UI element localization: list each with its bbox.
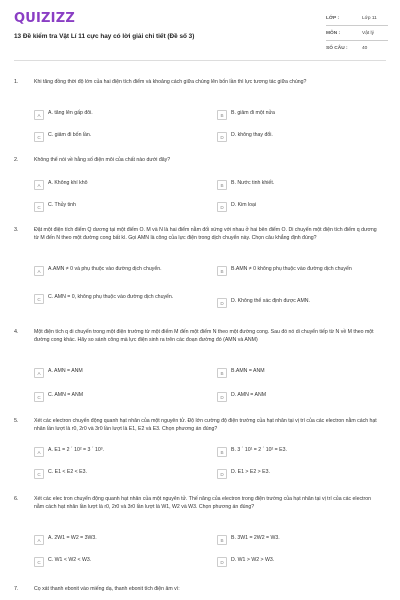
option-letter-box: D — [217, 557, 227, 567]
option-text: D. Không thể xác định được AMN. — [231, 298, 310, 304]
option-text: D. không thay đổi. — [231, 132, 273, 138]
option-text: D. Kim loại — [231, 202, 257, 208]
option-letter-box: A — [34, 180, 44, 190]
question-number: 4. — [14, 329, 19, 335]
option-a[interactable] — [34, 109, 174, 121]
option-text: B. giảm đi một nửa — [231, 110, 275, 116]
option-b[interactable] — [217, 265, 357, 285]
option-letter-box: D — [217, 392, 227, 402]
option-d[interactable] — [217, 201, 357, 213]
info-label: LỚP : — [326, 16, 340, 21]
option-d[interactable] — [217, 131, 357, 143]
option-c[interactable] — [34, 293, 174, 313]
option-text: B. 3W1 = 2W2 = W3. — [231, 535, 280, 541]
option-letter-box: C — [34, 294, 44, 304]
question-text: Khi tăng đồng thời độ lớn của hai điện tích điểm và khoảng cách giữa chúng lên bốn lần thì lực tương tác giữa chúng? — [34, 79, 307, 85]
question-number: 7. — [14, 586, 19, 592]
option-text: C. AMN = ANM — [48, 392, 84, 398]
option-letter-box: C — [34, 557, 44, 567]
option-letter-box: A — [34, 368, 44, 378]
option-b[interactable] — [217, 179, 357, 191]
option-letter-box: C — [34, 392, 44, 402]
question-number: 6. — [14, 496, 19, 502]
divider — [326, 40, 388, 41]
option-text: A. Không khí khô — [48, 180, 88, 186]
divider — [14, 60, 386, 61]
option-b[interactable] — [217, 534, 357, 546]
option-d[interactable] — [217, 297, 357, 309]
option-letter-box: B — [217, 180, 227, 190]
option-text: C. E1 < E2 < E3. — [48, 469, 87, 475]
option-text: A. tăng lên gấp đôi. — [48, 110, 93, 116]
question-number: 1. — [14, 79, 19, 85]
question-text: Đặt một điện tích điểm Q dương tại một điểm O. M và N là hai điểm nằm đối xứng với nhau ở hai bên điểm O. Di chuyển một điện tích điểm q dương từ M đến N theo một đường cong bất kì. Gọi AMN là công của lực điện trong dịch chuyển này. Chọn câu khẳng định đúng? — [34, 227, 377, 241]
option-d[interactable] — [217, 556, 357, 568]
option-text: A. 2W1 = W2 = 3W3. — [48, 535, 97, 541]
option-b[interactable] — [217, 446, 357, 458]
option-c[interactable] — [34, 468, 174, 480]
option-b[interactable] — [217, 109, 357, 121]
option-a[interactable] — [34, 534, 174, 546]
option-letter-box: C — [34, 202, 44, 212]
question-number: 3. — [14, 227, 19, 233]
option-letter-box: A — [34, 447, 44, 457]
option-letter-box: A — [34, 266, 44, 276]
option-letter-box: B — [217, 266, 227, 276]
question-text: Một điện tích q di chuyển trong một điện trường từ một điểm M đến một điểm N theo một đường cong. Sau đó nó di chuyển tiếp từ N về M theo một đường cong khác. Hãy so sánh công mà lực điện sinh ra trên các đoạn đường đó (AMN và ANM) — [34, 329, 374, 343]
option-letter-box: B — [217, 447, 227, 457]
option-text: A. AMN = ANM — [48, 368, 83, 374]
option-letter-box: B — [217, 110, 227, 120]
option-letter-box: B — [217, 535, 227, 545]
option-text: C. giảm đi bốn lần. — [48, 132, 92, 138]
option-a[interactable] — [34, 367, 174, 379]
option-letter-box: C — [34, 132, 44, 142]
info-value: Vật lý — [362, 31, 374, 36]
option-text: C. W1 < W2 < W3. — [48, 557, 92, 563]
question-text: Xét các electron chuyển động quanh hạt nhân của một nguyên tử. Độ lớn cường độ điện trường của hạt nhân tại vị trí của các electron nằm cách hạt nhân lần lượt là r0, 2r0 và 3r0 lần lượt là E1, E2 và E3. Chọn phương án đúng? — [34, 418, 377, 432]
option-text: B.AMN = ANM — [231, 368, 265, 374]
option-c[interactable] — [34, 131, 174, 143]
option-letter-box: A — [34, 535, 44, 545]
info-value: 40 — [362, 46, 368, 51]
option-a[interactable] — [34, 265, 174, 285]
option-text: C. AMN = 0, không phụ thuộc vào đường dịch chuyển. — [48, 294, 174, 300]
document-header — [0, 0, 400, 64]
option-text: B. Nước tinh khiết. — [231, 180, 275, 186]
question-number: 2. — [14, 157, 19, 163]
option-d[interactable] — [217, 391, 357, 403]
question-number: 5. — [14, 418, 19, 424]
option-a[interactable] — [34, 179, 174, 191]
option-letter-box: D — [217, 469, 227, 479]
option-text: B. 3 ´ 10¹ = 2 ´ 10² = E3. — [231, 447, 287, 453]
option-letter-box: B — [217, 368, 227, 378]
option-a[interactable] — [34, 446, 174, 458]
option-b[interactable] — [217, 367, 357, 379]
option-c[interactable] — [34, 391, 174, 403]
option-letter-box: D — [217, 298, 227, 308]
info-label: MÔN : — [326, 31, 341, 36]
option-text: B.AMN ≠ 0 không phụ thuộc vào đường dịch chuyển — [231, 266, 352, 272]
option-letter-box: A — [34, 110, 44, 120]
option-text: C. Thủy tinh — [48, 202, 76, 208]
option-text: D. AMN = ANM — [231, 392, 267, 398]
question-text: Xét các elec tron chuyển động quanh hạt nhân của một nguyên tử. Thế năng của electron trong điện trường của hạt nhân tại vị trí của các electron nằm cách hạt nhân lần lượt là r0, 2r0 và 3r0 lần lượt là W1, W2 và W3. Chọn phương án đúng? — [34, 496, 371, 510]
option-text: A.AMN ≠ 0 và phụ thuộc vào đường dịch chuyển. — [48, 266, 162, 272]
option-text: D. W1 > W2 > W3. — [231, 557, 275, 563]
page-title: 13 Đề kiểm tra Vật Lí 11 cực hay có lời giải chi tiết (Đề số 3) — [14, 33, 195, 40]
option-letter-box: D — [217, 202, 227, 212]
divider — [326, 25, 388, 26]
option-text: A. E1 = 2 ´ 10² = 3 ´ 10³. — [48, 447, 104, 453]
option-text: D. E1 > E2 > E3. — [231, 469, 270, 475]
option-c[interactable] — [34, 201, 174, 213]
question-text: Không thể nói về hằng số điện môi của chất nào dưới đây? — [34, 157, 171, 163]
info-value: Lớp 11 — [362, 16, 377, 21]
option-d[interactable] — [217, 468, 357, 480]
option-letter-box: C — [34, 469, 44, 479]
info-label: SỐ CÂU : — [326, 46, 348, 51]
option-letter-box: D — [217, 132, 227, 142]
quizizz-logo[interactable]: QUIZIZZ — [14, 11, 75, 26]
question-text: Cọ xát thanh ebonit vào miếng dạ, thanh ebonit tích điện âm vì: — [34, 586, 180, 592]
option-c[interactable] — [34, 556, 174, 568]
